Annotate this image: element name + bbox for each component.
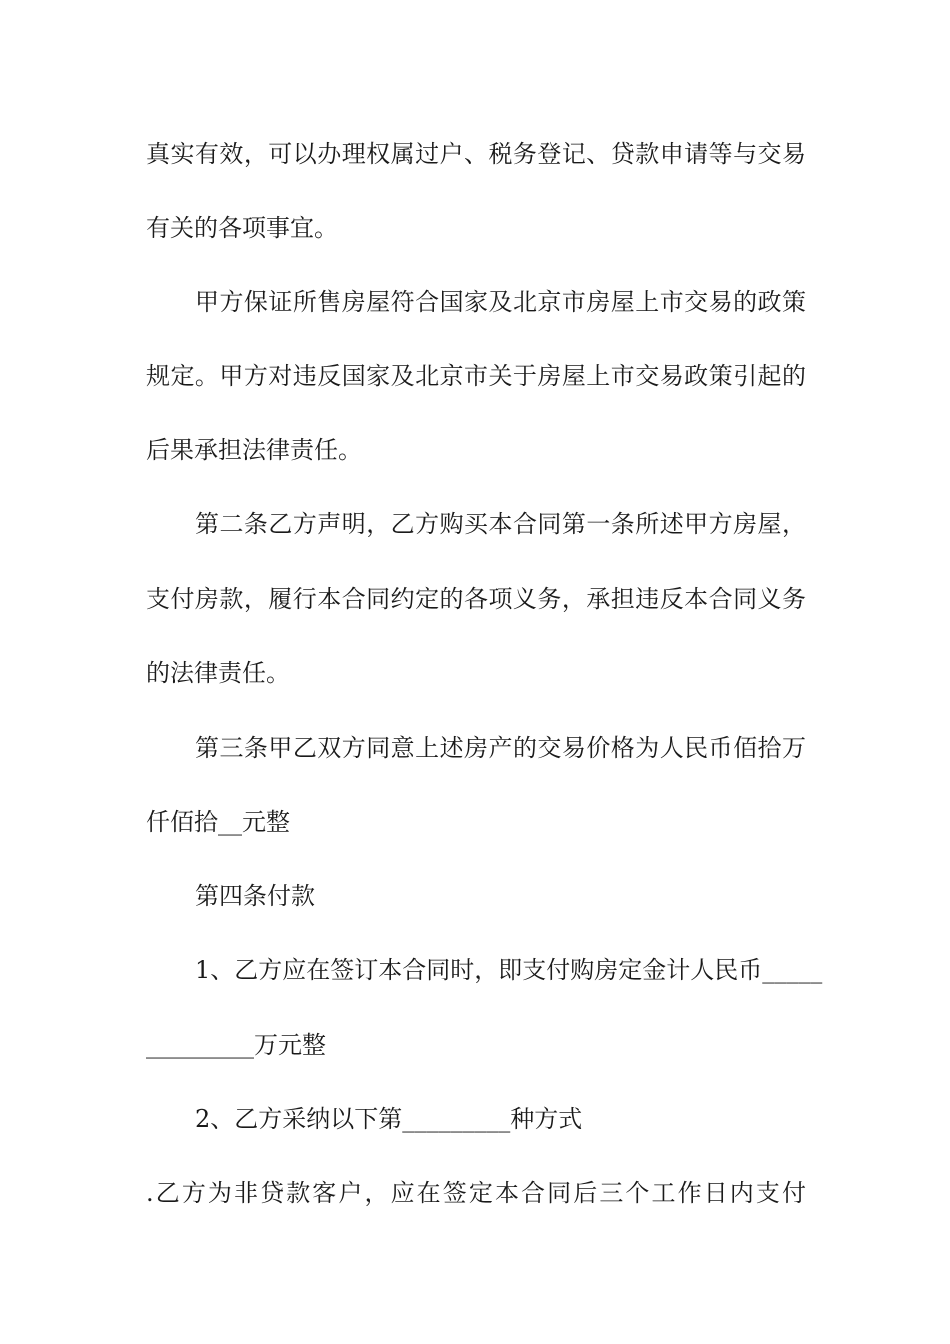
paragraph-line: _________万元整: [146, 1031, 326, 1059]
paragraph-line: 1、乙方应在签订本合同时，即支付购房定金计人民币_____: [195, 956, 823, 984]
paragraph-line: 甲方保证所售房屋符合国家及北京市房屋上市交易的政策: [195, 288, 806, 316]
paragraph-line: .乙方为非贷款客户，应在签定本合同后三个工作日内支付: [146, 1179, 806, 1207]
paragraph-line: 后果承担法律责任。: [146, 436, 362, 464]
paragraph-line: 2、乙方采纳以下第_________种方式: [195, 1105, 583, 1133]
paragraph-line: 规定。甲方对违反国家及北京市关于房屋上市交易政策引起的: [146, 362, 806, 390]
paragraph-line: 有关的各项事宜。: [146, 214, 338, 242]
paragraph-line: 第三条甲乙双方同意上述房产的交易价格为人民币佰拾万: [195, 734, 806, 762]
paragraph-line: 支付房款，履行本合同约定的各项义务，承担违反本合同义务: [146, 585, 806, 613]
paragraph-line: 第二条乙方声明，乙方购买本合同第一条所述甲方房屋，: [195, 510, 806, 538]
paragraph-line: 真实有效，可以办理权属过户、税务登记、贷款申请等与交易: [146, 140, 806, 168]
paragraph-line: 仟佰拾__元整: [146, 808, 290, 836]
section-heading: 第四条付款: [195, 882, 315, 910]
paragraph-line: 的法律责任。: [146, 659, 290, 687]
